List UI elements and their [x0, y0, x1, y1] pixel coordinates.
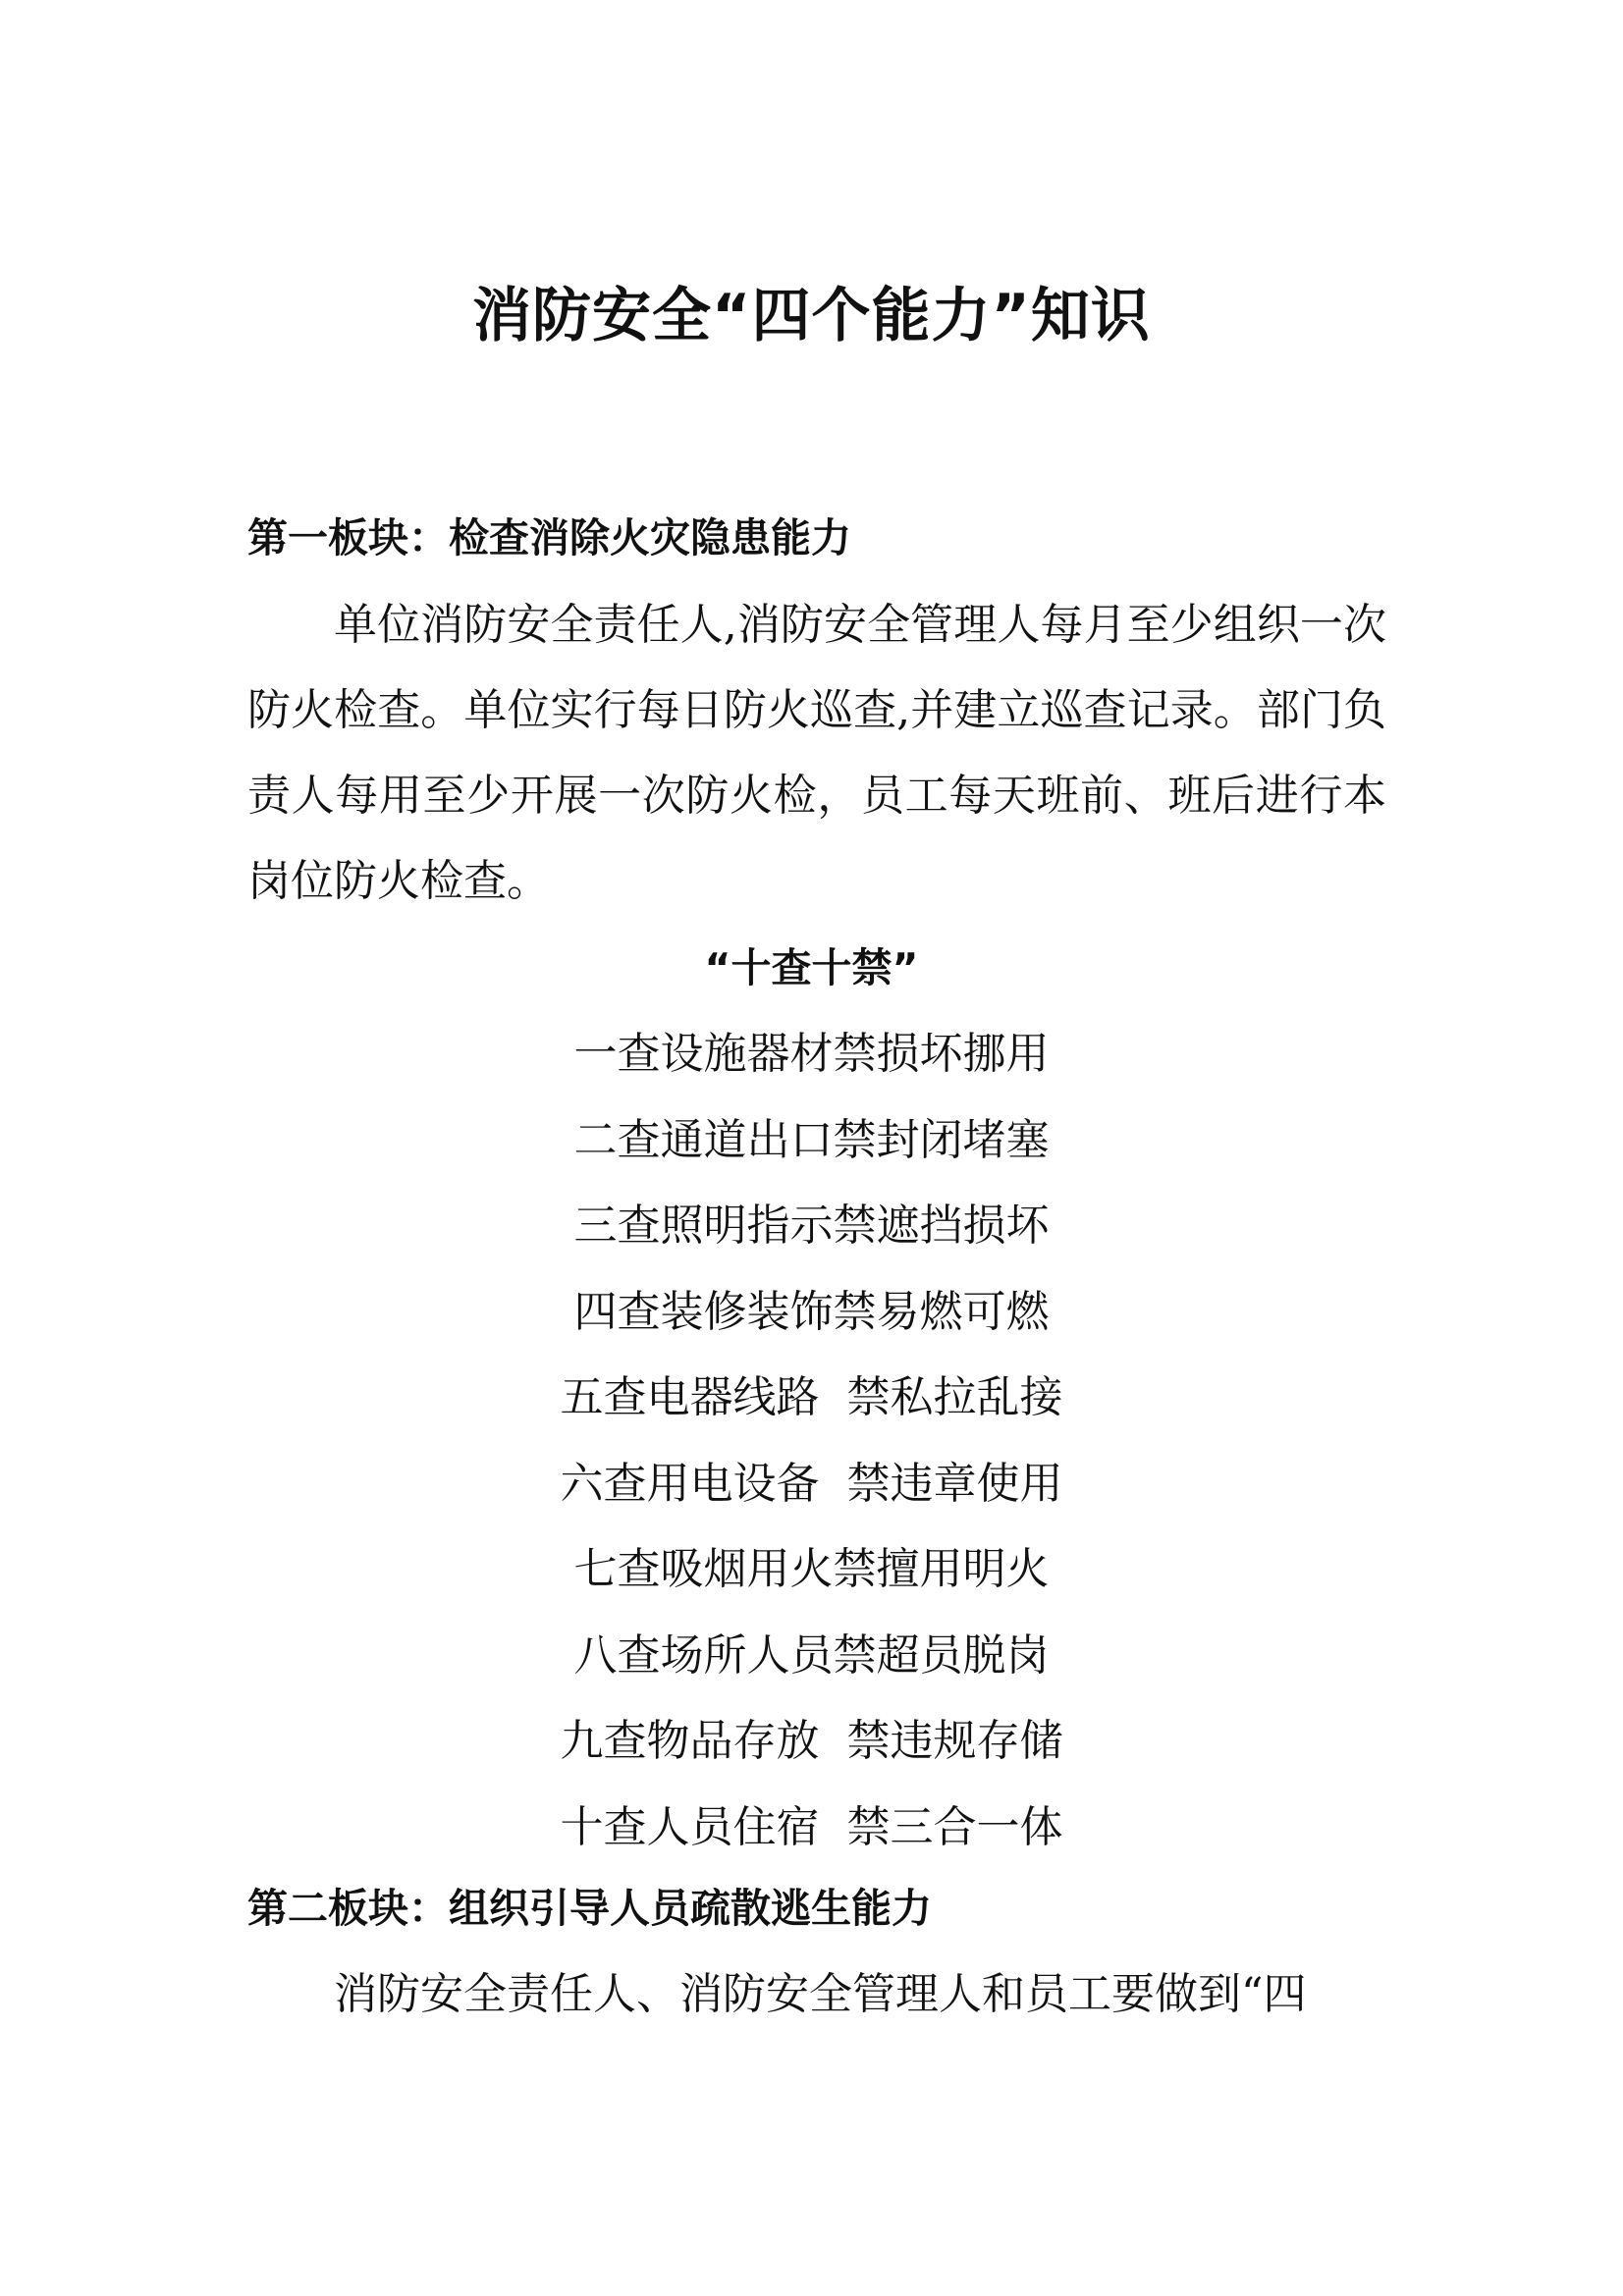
- rule-item: 八查场所人员禁超员脱岗: [573, 1629, 1050, 1681]
- section-heading-1: 第一板块：检查消除火灾隐患能力: [247, 514, 851, 561]
- rule-item: 二查通道出口禁封闭堵塞: [573, 1114, 1050, 1165]
- rules-list: [0, 1011, 1623, 1870]
- rules-subtitle-block: [0, 937, 1623, 998]
- document-title: 消防安全“四个能力”知识: [472, 282, 1151, 350]
- section-1-paragraph: 单位消防安全责任人,消防安全管理人每月至少组织一次防火检查。单位实行每日防火巡查,并建立巡查记录。部门负责人每用至少开展一次防火检，员工每天班前、班后进行本岗位防火检查。: [247, 600, 1386, 906]
- rule-item: 九查物品存放 禁违规存储: [560, 1716, 1063, 1766]
- section-heading-2: 第二板块：组织引导人员疏散逃生能力: [247, 1885, 932, 1932]
- rules-subtitle: “十查十禁”: [704, 944, 919, 991]
- rule-item: 七查吸烟用火禁擅用明火: [573, 1544, 1050, 1594]
- section-2-paragraph: 消防安全责任人、消防安全管理人和员工要做到“四: [334, 1969, 1307, 2019]
- rule-item: 一查设施器材禁损坏挪用: [573, 1029, 1050, 1079]
- rule-item: 六查用电设备 禁违章使用: [560, 1458, 1063, 1509]
- rule-item: 四查装修装饰禁易燃可燃: [573, 1286, 1050, 1337]
- rule-item: 三查照明指示禁遮挡损坏: [573, 1201, 1050, 1251]
- rule-item: 五查电器线路 禁私拉乱接: [560, 1372, 1063, 1422]
- rule-item: 十查人员住宿 禁三合一体: [560, 1801, 1063, 1852]
